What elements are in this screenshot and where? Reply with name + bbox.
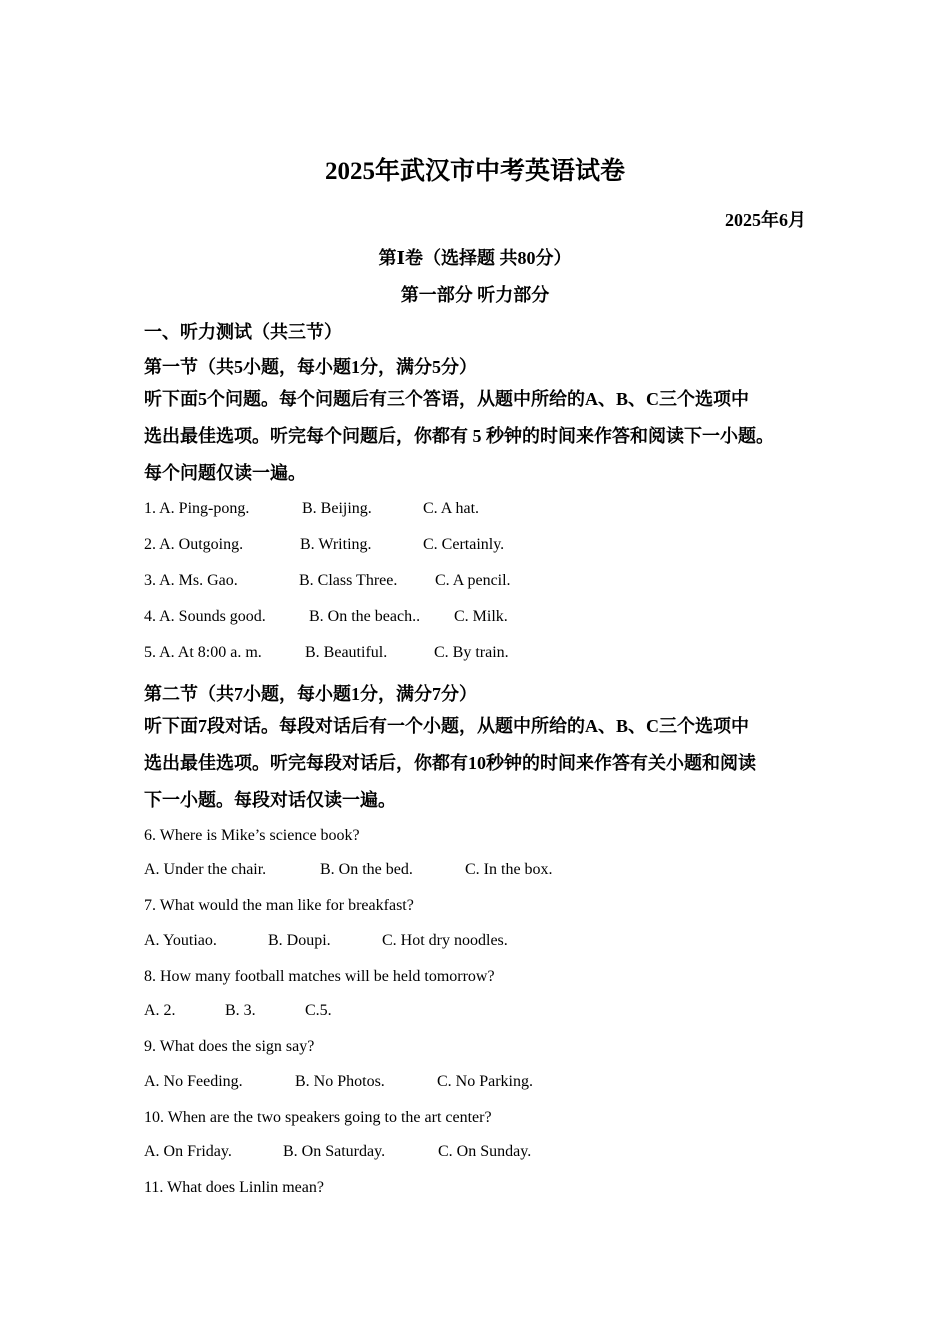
page-title: 2025年武汉市中考英语试卷 bbox=[324, 158, 625, 185]
option-c: C. Certainly. bbox=[423, 536, 505, 553]
option-a: 4. A. Sounds good. bbox=[144, 608, 266, 625]
option-c: C. No Parking. bbox=[437, 1073, 533, 1090]
question-item-4 bbox=[144, 608, 508, 626]
option-a: 3. A. Ms. Gao. bbox=[144, 572, 238, 589]
question-stem-9: 9. What does the sign say? bbox=[144, 1038, 315, 1055]
option-a: 2. A. Outgoing. bbox=[144, 536, 244, 553]
question-options-6 bbox=[144, 861, 553, 879]
section1-heading: 第一节（共5小题，每小题1分，满分5分） bbox=[144, 357, 477, 377]
option-b: B. 3. bbox=[225, 1002, 256, 1019]
option-c: C. By train. bbox=[434, 644, 509, 661]
question-stem-6: 6. Where is Mike’s science book? bbox=[144, 827, 360, 844]
option-b: B. On Saturday. bbox=[283, 1143, 386, 1160]
option-a: A. On Friday. bbox=[144, 1143, 232, 1160]
section1-instruction bbox=[144, 381, 774, 492]
question-stem-7: 7. What would the man like for breakfast? bbox=[144, 897, 414, 914]
instruction-line: 每个问题仅读一遍。 bbox=[144, 463, 306, 483]
option-b: B. On the beach.. bbox=[309, 608, 421, 625]
question-options-9 bbox=[144, 1073, 533, 1091]
instruction-line: 听下面5个问题。每个问题后有三个答语，从题中所给的A、B、C三个选项中 bbox=[144, 389, 750, 409]
option-a: A. Under the chair. bbox=[144, 861, 267, 878]
question-stem-8: 8. How many football matches will be held tomorrow? bbox=[144, 968, 495, 985]
option-c: C.5. bbox=[305, 1002, 332, 1019]
volume-heading: 第Ⅰ卷（选择题 共80分） bbox=[378, 248, 572, 268]
question-item-1 bbox=[144, 500, 479, 518]
option-b: B. No Photos. bbox=[295, 1073, 385, 1090]
option-b: B. Beautiful. bbox=[305, 644, 388, 661]
option-b: B. Class Three. bbox=[299, 572, 398, 589]
option-c: C. Milk. bbox=[454, 608, 508, 625]
instruction-line: 下一小题。每段对话仅读一遍。 bbox=[144, 790, 396, 810]
question-stem-11: 11. What does Linlin mean? bbox=[144, 1179, 324, 1196]
option-a: A. 2. bbox=[144, 1002, 176, 1019]
option-c: C. A hat. bbox=[423, 500, 480, 517]
option-a: A. No Feeding. bbox=[144, 1073, 243, 1090]
instruction-line: 选出最佳选项。听完每个问题后，你都有 5 秒钟的时间来作答和阅读下一小题。 bbox=[144, 426, 774, 446]
question-options-8 bbox=[144, 1002, 332, 1020]
option-b: B. On the bed. bbox=[320, 861, 413, 878]
question-options-10 bbox=[144, 1143, 531, 1161]
option-a: 1. A. Ping-pong. bbox=[144, 500, 250, 517]
option-c: C. A pencil. bbox=[435, 572, 511, 589]
option-b: B. Beijing. bbox=[302, 500, 372, 517]
instruction-line: 选出最佳选项。听完每段对话后，你都有10秒钟的时间来作答有关小题和阅读 bbox=[144, 753, 756, 773]
option-a: 5. A. At 8:00 a. m. bbox=[144, 644, 262, 661]
question-stem-10: 10. When are the two speakers going to the art center? bbox=[144, 1109, 492, 1126]
question-options-7 bbox=[144, 932, 508, 950]
section-heading: 一、听力测试（共三节） bbox=[144, 322, 342, 342]
option-c: C. Hot dry noodles. bbox=[382, 932, 508, 949]
option-c: C. On Sunday. bbox=[438, 1143, 532, 1160]
option-b: B. Writing. bbox=[300, 536, 372, 553]
option-c: C. In the box. bbox=[465, 861, 553, 878]
question-item-5 bbox=[144, 644, 509, 662]
question-item-2 bbox=[144, 536, 504, 554]
part-heading: 第一部分 听力部分 bbox=[400, 285, 550, 305]
section2-heading: 第二节（共7小题，每小题1分，满分7分） bbox=[144, 684, 477, 704]
option-b: B. Doupi. bbox=[268, 932, 331, 949]
question-item-3 bbox=[144, 572, 511, 590]
option-a: A. Youtiao. bbox=[144, 932, 217, 949]
section2-instruction bbox=[144, 708, 756, 819]
exam-date: 2025年6月 bbox=[725, 210, 806, 230]
instruction-line: 听下面7段对话。每段对话后有一个小题，从题中所给的A、B、C三个选项中 bbox=[144, 716, 750, 736]
